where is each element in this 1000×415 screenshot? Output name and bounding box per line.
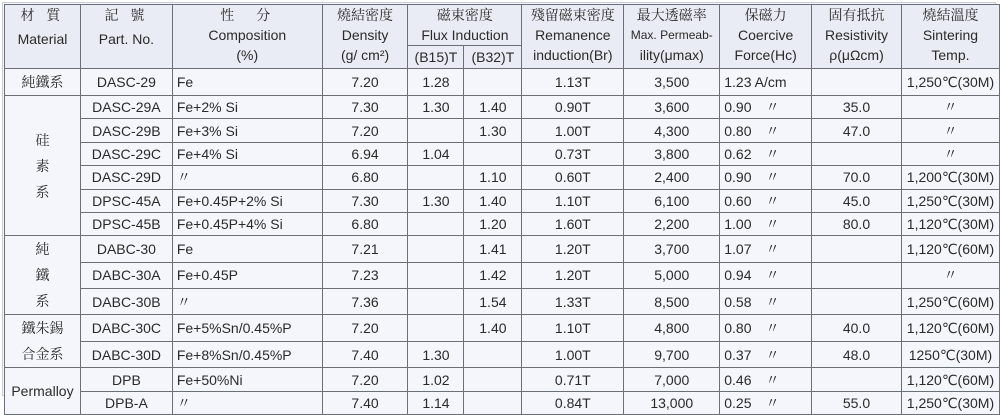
header-material [5, 5, 81, 69]
remanence-cell: 1.10T [522, 189, 624, 212]
flux-b32-cell [464, 69, 522, 96]
header-material-en: Material [17, 31, 68, 47]
header-remanence [522, 5, 624, 69]
header-resistivity-unit: ρ(μΩcm) [829, 47, 884, 63]
density-cell: 7.40 [322, 341, 408, 368]
material-group-cell [5, 315, 81, 368]
composition-cell: Fe+0.45P [172, 262, 322, 288]
material-group-cell [5, 236, 81, 315]
composition-cell: Fe+5%Sn/0.45%P [172, 315, 322, 342]
remanence-cell: 0.60T [522, 166, 624, 189]
remanence-cell: 0.84T [522, 391, 624, 414]
flux-b32-cell [464, 391, 522, 414]
header-coercive-zh: 保磁力 [744, 7, 787, 23]
material-group-label: 硅 [35, 131, 50, 148]
density-cell: 7.30 [322, 189, 408, 212]
header-density-unit: (g/ cm²) [340, 47, 390, 63]
part-no-cell: DABC-30 [80, 236, 172, 262]
density-cell: 7.36 [322, 289, 408, 315]
composition-cell: Fe+0.45P+4% Si [172, 212, 322, 235]
sintering-cell: 〃 [901, 96, 999, 119]
resistivity-cell [812, 142, 902, 165]
header-sintering-unit: Temp. [931, 47, 970, 63]
flux-b15-cell: 1.14 [408, 391, 464, 414]
remanence-cell: 1.00T [522, 341, 624, 368]
table-row [5, 96, 1000, 119]
remanence-cell: 1.10T [522, 315, 624, 342]
header-part-no-en: Part. No. [98, 31, 155, 47]
material-group-label: 素 [35, 157, 50, 174]
header-flux-zh: 磁束密度 [436, 7, 493, 23]
composition-cell: 〃 [172, 289, 322, 315]
resistivity-cell: 55.0 [812, 391, 902, 414]
density-cell: 7.21 [322, 236, 408, 262]
remanence-cell: 1.20T [522, 262, 624, 288]
density-cell: 6.80 [322, 166, 408, 189]
header-composition [172, 5, 322, 69]
header-permeability-unit: ility(μmax) [639, 47, 704, 63]
permeability-cell: 7,000 [624, 368, 720, 391]
table-row [5, 142, 1000, 165]
flux-b15-cell [408, 212, 464, 235]
sintering-cell: 1,250℃(30M) [901, 391, 999, 414]
flux-b15-cell [408, 166, 464, 189]
header-coercive-en: Coercive [738, 27, 794, 43]
header-part-no [80, 5, 172, 69]
header-coercive [720, 5, 812, 69]
resistivity-cell: 40.0 [812, 315, 902, 342]
flux-b32-cell: 1.54 [464, 289, 522, 315]
part-no-cell: DPB-A [80, 391, 172, 414]
header-flux [408, 5, 522, 46]
composition-cell: Fe+3% Si [172, 119, 322, 142]
table-row [5, 166, 1000, 189]
permeability-cell: 2,200 [624, 212, 720, 235]
sintering-cell: 1,120℃(60M) [901, 315, 999, 342]
composition-cell: Fe+50%Ni [172, 368, 322, 391]
permeability-cell: 4,800 [624, 315, 720, 342]
flux-b32-cell: 1.30 [464, 119, 522, 142]
flux-b32-cell [464, 368, 522, 391]
flux-b15-cell: 1.30 [408, 189, 464, 212]
material-group-cell [5, 69, 81, 96]
coercive-cell: 0.94 〃 [720, 262, 812, 288]
resistivity-cell: 45.0 [812, 189, 902, 212]
resistivity-cell [812, 262, 902, 288]
coercive-cell: 1.00 〃 [720, 212, 812, 235]
table-body [5, 69, 1000, 415]
material-group-label: 純鐵系 [21, 74, 64, 90]
material-group-cell [5, 96, 81, 236]
coercive-cell: 0.58 〃 [720, 289, 812, 315]
part-no-cell: DPSC-45A [80, 189, 172, 212]
coercive-cell: 0.62 〃 [720, 142, 812, 165]
part-no-cell: DPB [80, 368, 172, 391]
table-header [5, 5, 1000, 69]
resistivity-cell: 47.0 [812, 119, 902, 142]
flux-b32-cell [464, 142, 522, 165]
flux-b32-cell: 1.10 [464, 166, 522, 189]
table-row [5, 315, 1000, 342]
header-composition-en: Composition [208, 27, 287, 43]
flux-b32-cell [464, 341, 522, 368]
composition-cell: 〃 [172, 166, 322, 189]
density-cell: 7.20 [322, 368, 408, 391]
flux-b32-cell: 1.42 [464, 262, 522, 288]
composition-cell: 〃 [172, 391, 322, 414]
part-no-cell: DASC-29A [80, 96, 172, 119]
header-resistivity-en: Resistivity [824, 27, 888, 43]
density-cell: 7.30 [322, 96, 408, 119]
header-composition-unit: (%) [236, 47, 259, 63]
coercive-cell: 0.60 〃 [720, 189, 812, 212]
header-density-zh: 燒結密度 [337, 7, 394, 23]
header-sintering-zh: 燒結溫度 [922, 7, 979, 23]
sintering-cell: 1,250℃(30M) [901, 69, 999, 96]
coercive-cell: 0.80 〃 [720, 315, 812, 342]
density-cell: 7.40 [322, 391, 408, 414]
flux-b32-cell: 1.20 [464, 212, 522, 235]
material-group-label: 鐵 [35, 267, 50, 284]
table-row [5, 289, 1000, 315]
resistivity-cell: 35.0 [812, 96, 902, 119]
sintering-cell: 1,120℃(60M) [901, 236, 999, 262]
header-remanence-en: Remanence [535, 27, 611, 43]
flux-b15-cell: 1.04 [408, 142, 464, 165]
flux-b32-cell: 1.40 [464, 96, 522, 119]
remanence-cell: 1.33T [522, 289, 624, 315]
header-permeability-zh: 最大透磁率 [636, 7, 707, 23]
sintering-cell: 〃 [901, 262, 999, 288]
remanence-cell: 1.00T [522, 119, 624, 142]
header-material-zh: 材 質 [20, 7, 65, 23]
part-no-cell: DABC-30A [80, 262, 172, 288]
flux-b15-cell: 1.28 [408, 69, 464, 96]
flux-b15-cell: 1.30 [408, 96, 464, 119]
density-cell: 6.94 [322, 142, 408, 165]
table-row [5, 391, 1000, 414]
permeability-cell: 3,600 [624, 96, 720, 119]
material-group-label: 純 [35, 241, 50, 258]
coercive-cell: 0.37 〃 [720, 341, 812, 368]
density-cell: 7.20 [322, 69, 408, 96]
sintering-cell: 1,250℃(30M) [901, 189, 999, 212]
header-permeability [624, 5, 720, 69]
permeability-cell: 3,700 [624, 236, 720, 262]
coercive-cell: 0.25 〃 [720, 391, 812, 414]
header-flux-en: Flux Induction [421, 27, 509, 43]
sintering-cell: 〃 [901, 119, 999, 142]
header-remanence-zh: 殘留磁束密度 [530, 7, 615, 23]
sintering-cell: 1,250℃(60M) [901, 289, 999, 315]
permeability-cell: 5,000 [624, 262, 720, 288]
sintering-cell: 1,120℃(30M) [901, 212, 999, 235]
header-part-no-zh: 記 號 [104, 7, 149, 23]
header-composition-zh: 性 分 [220, 7, 275, 23]
part-no-cell: DABC-30B [80, 289, 172, 315]
table-row [5, 69, 1000, 96]
coercive-cell: 1.07 〃 [720, 236, 812, 262]
flux-b15-cell: 1.30 [408, 341, 464, 368]
coercive-cell: 0.90 〃 [720, 96, 812, 119]
header-flux-b32: (B32)T [464, 46, 522, 69]
remanence-cell: 0.90T [522, 96, 624, 119]
sintering-cell: 1,120℃(60M) [901, 368, 999, 391]
resistivity-cell [812, 69, 902, 96]
composition-cell: Fe+4% Si [172, 142, 322, 165]
remanence-cell: 1.60T [522, 212, 624, 235]
density-cell: 7.23 [322, 262, 408, 288]
header-remanence-unit: induction(Br) [533, 47, 613, 63]
remanence-cell: 1.20T [522, 236, 624, 262]
flux-b32-cell: 1.40 [464, 315, 522, 342]
resistivity-cell [812, 236, 902, 262]
composition-cell: Fe [172, 236, 322, 262]
composition-cell: Fe [172, 69, 322, 96]
permeability-cell: 3,800 [624, 142, 720, 165]
density-cell: 6.80 [322, 212, 408, 235]
part-no-cell: DASC-29 [80, 69, 172, 96]
table-row [5, 236, 1000, 262]
header-resistivity-zh: 固有抵抗 [828, 7, 885, 23]
resistivity-cell: 80.0 [812, 212, 902, 235]
header-permeability-en: Max. Permeab- [630, 28, 713, 42]
flux-b15-cell [408, 236, 464, 262]
coercive-cell: 1.23 A/cm [720, 69, 812, 96]
sintering-cell: 1,200℃(30M) [901, 166, 999, 189]
header-density-en: Density [341, 27, 389, 43]
header-coercive-unit: Force(Hc) [734, 47, 797, 63]
material-spec-table [4, 4, 1000, 415]
flux-b15-cell [408, 289, 464, 315]
sintering-cell: 〃 [901, 142, 999, 165]
table-row [5, 189, 1000, 212]
permeability-cell: 4,300 [624, 119, 720, 142]
part-no-cell: DABC-30C [80, 315, 172, 342]
resistivity-cell [812, 368, 902, 391]
permeability-cell: 6,100 [624, 189, 720, 212]
part-no-cell: DPSC-45B [80, 212, 172, 235]
flux-b15-cell [408, 119, 464, 142]
table-row [5, 262, 1000, 288]
remanence-cell: 1.13T [522, 69, 624, 96]
resistivity-cell: 48.0 [812, 341, 902, 368]
header-density [322, 5, 408, 69]
material-group-label: 鐵朱錫 [21, 320, 64, 337]
part-no-cell: DABC-30D [80, 341, 172, 368]
resistivity-cell: 70.0 [812, 166, 902, 189]
material-group-label: 系 [35, 183, 50, 200]
permeability-cell: 13,000 [624, 391, 720, 414]
part-no-cell: DASC-29C [80, 142, 172, 165]
material-group-label: 合金系 [21, 346, 64, 363]
table-row [5, 368, 1000, 391]
composition-cell: Fe+2% Si [172, 96, 322, 119]
material-group-cell [5, 368, 81, 415]
material-group-label: 系 [35, 293, 50, 310]
permeability-cell: 8,500 [624, 289, 720, 315]
sintering-cell: 1250℃(30M) [901, 341, 999, 368]
flux-b32-cell: 1.41 [464, 236, 522, 262]
composition-cell: Fe+8%Sn/0.45%P [172, 341, 322, 368]
remanence-cell: 0.71T [522, 368, 624, 391]
permeability-cell: 3,500 [624, 69, 720, 96]
flux-b32-cell: 1.40 [464, 189, 522, 212]
flux-b15-cell: 1.02 [408, 368, 464, 391]
table-row [5, 341, 1000, 368]
coercive-cell: 0.90 〃 [720, 166, 812, 189]
density-cell: 7.20 [322, 315, 408, 342]
material-group-label: Permalloy [11, 383, 74, 400]
header-resistivity [812, 5, 902, 69]
permeability-cell: 2,400 [624, 166, 720, 189]
part-no-cell: DASC-29D [80, 166, 172, 189]
table-row [5, 212, 1000, 235]
composition-cell: Fe+0.45P+2% Si [172, 189, 322, 212]
header-sintering-en: Sintering [922, 27, 979, 43]
permeability-cell: 9,700 [624, 341, 720, 368]
remanence-cell: 0.73T [522, 142, 624, 165]
resistivity-cell [812, 289, 902, 315]
flux-b15-cell [408, 315, 464, 342]
header-flux-b15: (B15)T [408, 46, 464, 69]
header-sintering [901, 5, 999, 69]
coercive-cell: 0.80 〃 [720, 119, 812, 142]
density-cell: 7.20 [322, 119, 408, 142]
table-row [5, 119, 1000, 142]
part-no-cell: DASC-29B [80, 119, 172, 142]
coercive-cell: 0.46 〃 [720, 368, 812, 391]
flux-b15-cell [408, 262, 464, 288]
